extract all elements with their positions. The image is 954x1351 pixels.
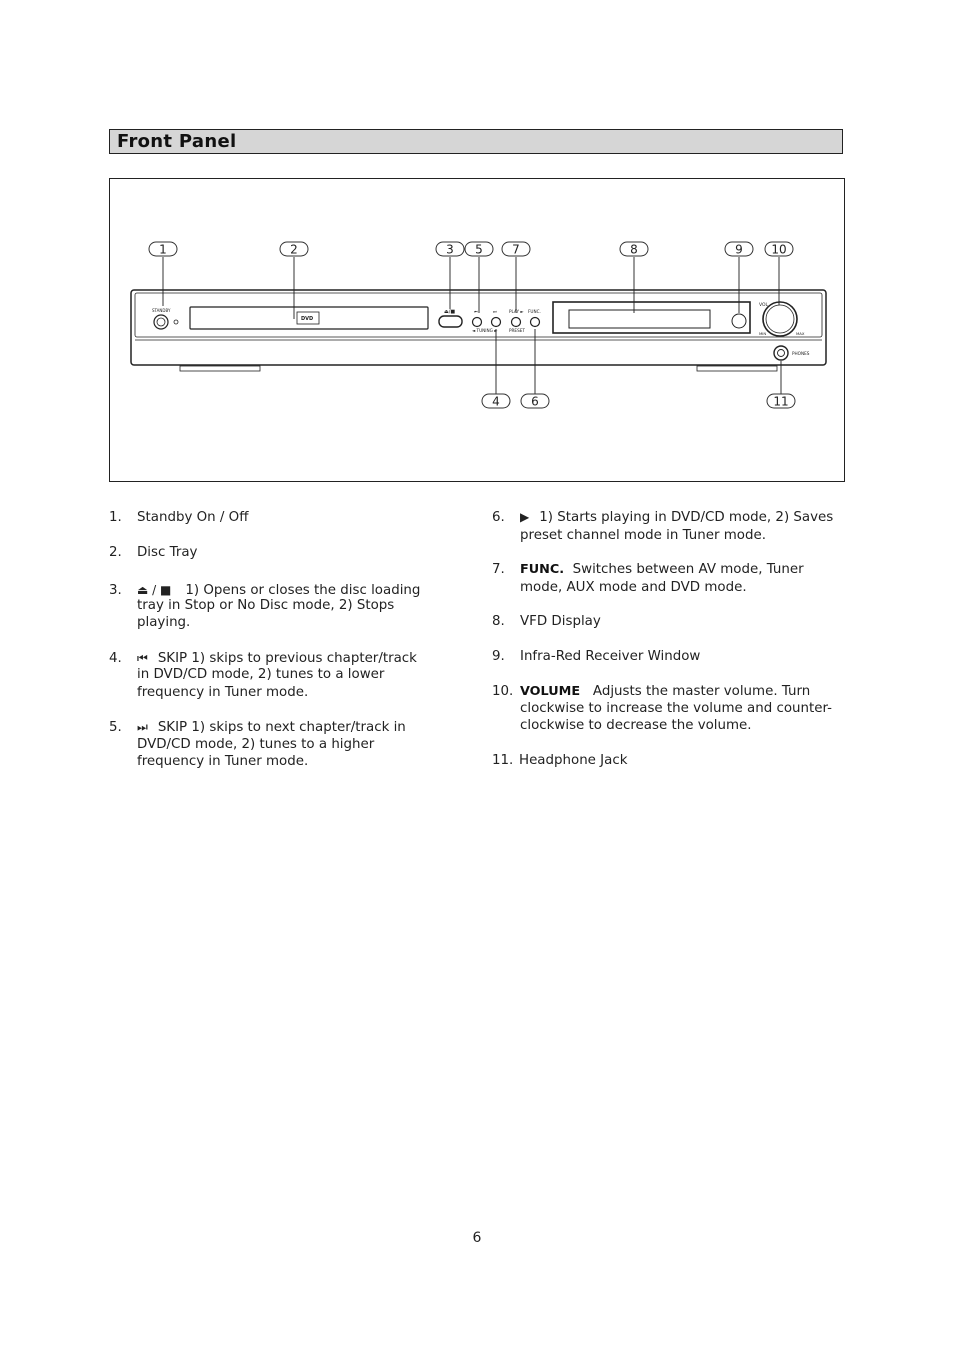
phones-label: PHONES: [792, 351, 810, 356]
eject-stop-icon: ⏏ / ■: [137, 583, 172, 597]
page-number: 6: [472, 1230, 482, 1246]
item-text: frequency in Tuner mode.: [137, 754, 309, 769]
skip-prev-button: [473, 318, 482, 327]
callout-label: 11: [773, 394, 789, 409]
item-number: 8.: [492, 614, 505, 629]
skip-next-icon: ⏭: [137, 720, 148, 734]
item-number: 1.: [109, 510, 122, 525]
item-text: Switches between AV mode, Tuner: [572, 562, 804, 577]
item-number: 4.: [109, 651, 122, 666]
item-number: 7.: [492, 562, 505, 577]
func-term: FUNC.: [520, 562, 565, 577]
skip-next-button: [492, 318, 501, 327]
volume-knob: [759, 302, 805, 336]
open-close-button: [439, 309, 462, 327]
svg-text:⏮: ⏮: [474, 309, 478, 314]
dvd-logo: DVD: [301, 316, 314, 322]
control-buttons: [473, 318, 540, 327]
callout-11: [767, 394, 795, 409]
callout-label: 9: [735, 242, 743, 257]
item-text: Headphone Jack: [519, 753, 628, 768]
max-label: MAX: [796, 331, 805, 336]
callout-label: 5: [475, 242, 483, 257]
callout-4: [482, 394, 510, 409]
volume-term: VOLUME: [520, 684, 581, 699]
func-button: [531, 318, 540, 327]
vfd-display: [553, 302, 750, 333]
item-number: 5.: [109, 720, 122, 735]
callout-label: 8: [630, 242, 638, 257]
item-text: 1) Starts playing in DVD/CD mode, 2) Saves: [539, 510, 834, 525]
item-text: clockwise to decrease the volume.: [520, 718, 752, 733]
item-text: SKIP 1) skips to next chapter/track in: [157, 720, 406, 735]
preset-label: PRESET: [509, 328, 525, 333]
callout-label: 6: [531, 394, 539, 409]
callout-label: 7: [512, 242, 520, 257]
callout-3: [436, 242, 464, 257]
item-text: 1) Opens or closes the disc loading: [185, 583, 421, 598]
play-button: [512, 318, 521, 327]
play-label: PLAY ►: [509, 309, 524, 314]
item-text: clockwise to increase the volume and counter-: [520, 701, 832, 716]
section-header: [109, 129, 843, 154]
play-icon: ▶: [520, 510, 530, 524]
callout-label: 4: [492, 394, 500, 409]
callout-label: 2: [290, 242, 298, 257]
front-panel-figure: [109, 178, 845, 482]
ir-receiver-window: [732, 314, 746, 328]
callout-label: 1: [159, 242, 167, 257]
callout-label: 3: [446, 242, 454, 257]
callout-2: [280, 242, 308, 257]
callout-leaders: [163, 257, 781, 394]
func-label: FUNC.: [528, 309, 541, 314]
section-title: Front Panel: [117, 131, 237, 152]
item-number: 9.: [492, 649, 505, 664]
item-number: 10.: [492, 684, 514, 699]
item-number: 3.: [109, 583, 122, 598]
standby-label: STANDBY: [152, 308, 171, 313]
tuning-label: ◄ TUNING ►: [472, 328, 498, 333]
callout-1: [149, 242, 177, 257]
item-number: 11.: [492, 753, 514, 768]
item-text: preset channel mode in Tuner mode.: [520, 528, 766, 543]
headphone-jack: [774, 346, 810, 360]
item-text: SKIP 1) skips to previous chapter/track: [157, 651, 417, 666]
vol-label: VOL: [759, 303, 769, 308]
item-number: 6.: [492, 510, 505, 525]
callout-10: [765, 242, 793, 257]
item-text: Standby On / Off: [137, 510, 249, 525]
svg-text:⏏/■: ⏏/■: [444, 309, 456, 315]
callout-5: [465, 242, 493, 257]
item-text: VFD Display: [520, 614, 601, 629]
callout-7: [502, 242, 530, 257]
callout-8: [620, 242, 648, 257]
front-panel-diagram: [110, 179, 846, 483]
item-text: in DVD/CD mode, 2) tunes to a lower: [137, 667, 385, 682]
item-text: Adjusts the master volume. Turn: [592, 684, 811, 699]
svg-text:⏭: ⏭: [493, 309, 497, 314]
skip-previous-icon: ⏮: [137, 651, 148, 665]
item-text: playing.: [137, 615, 191, 630]
disc-tray: [190, 307, 428, 329]
callout-6: [521, 394, 549, 409]
item-text: tray in Stop or No Disc mode, 2) Stops: [137, 598, 395, 613]
item-text: frequency in Tuner mode.: [137, 685, 309, 700]
callout-9: [725, 242, 753, 257]
item-text: mode, AUX mode and DVD mode.: [520, 580, 747, 595]
callout-label: 10: [771, 242, 787, 257]
item-text: DVD/CD mode, 2) tunes to a higher: [137, 737, 375, 752]
item-number: 2.: [109, 545, 122, 560]
min-label: MIN: [759, 331, 767, 336]
item-text: Infra-Red Receiver Window: [520, 649, 701, 664]
item-text: Disc Tray: [137, 545, 198, 560]
standby-button: [152, 308, 178, 329]
